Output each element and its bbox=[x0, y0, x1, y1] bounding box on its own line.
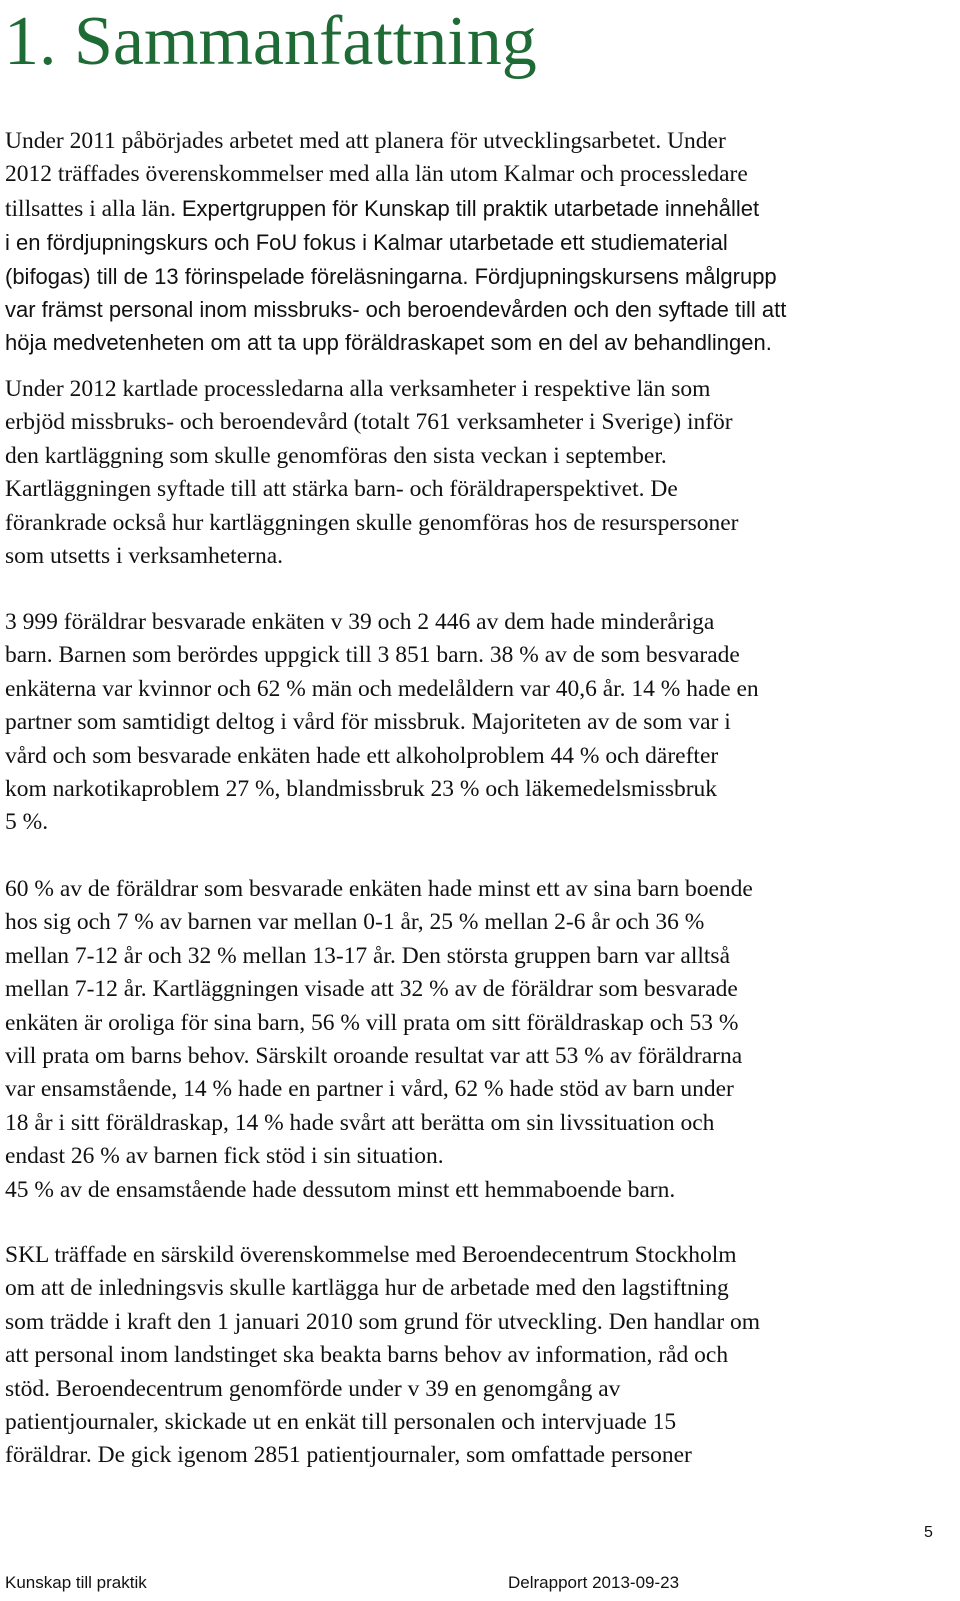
text-line: partner som samtidigt deltog i vård för missbruk. Majoriteten av de som var i bbox=[5, 709, 731, 736]
text-line: mellan 7-12 år. Kartläggningen visade att 32 % av de föräldrar som besvarade bbox=[5, 976, 738, 1003]
text-line: enkäterna var kvinnor och 62 % män och medelåldern var 40,6 år. 14 % hade en bbox=[5, 675, 759, 702]
footer-title: Kunskap till praktik bbox=[5, 1573, 147, 1592]
text-line: som utsetts i verksamheterna. bbox=[5, 543, 284, 570]
footer-report-date: Delrapport 2013-09-23 bbox=[508, 1573, 680, 1592]
text-line: vård och som besvarade enkäten hade ett alkoholproblem 44 % och därefter bbox=[5, 742, 719, 769]
text-segment: tillsattes i alla län. bbox=[5, 195, 182, 222]
text-line: SKL träffade en särskild överenskommelse med Beroendecentrum Stockholm bbox=[5, 1242, 737, 1268]
page-number: 5 bbox=[924, 1524, 933, 1541]
text-line: den kartläggning som skulle genomföras den sista veckan i september. bbox=[5, 442, 667, 469]
text-line: endast 26 % av barnen fick stöd i sin situation. bbox=[5, 1143, 444, 1170]
page-title: 1. Sammanfattning bbox=[4, 3, 537, 80]
text-line: som trädde i kraft den 1 januari 2010 som grund för utveckling. Den handlar om bbox=[5, 1308, 761, 1335]
text-line: 2012 träffades överenskommelser med alla län utom Kalmar och processledare bbox=[5, 161, 748, 188]
text-line: 3 999 föräldrar besvarade enkäten v 39 och 2 446 av dem hade minderåriga bbox=[5, 609, 715, 635]
text-line: 18 år i sitt föräldraskap, 14 % hade svårt att berätta om sin livssituation och bbox=[5, 1109, 715, 1136]
text-line: (bifogas) till de 13 förinspelade föreläsningarna. Fördjupningskursens målgrupp bbox=[5, 263, 777, 289]
text-line: förankrade också hur kartläggningen skulle genomföras hos de resurspersoner bbox=[5, 509, 739, 536]
text-line: föräldrar. De gick igenom 2851 patientjournaler, som omfattade personer bbox=[5, 1442, 692, 1469]
text-line: hos sig och 7 % av barnen var mellan 0-1 år, 25 % mellan 2-6 år och 36 % bbox=[5, 909, 705, 936]
text-line: 5 %. bbox=[5, 809, 49, 836]
text-line: Under 2012 kartlade processledarna alla verksamheter i respektive län som bbox=[5, 376, 711, 402]
text-line: 45 % av de ensamstående hade dessutom minst ett hemmaboende barn. bbox=[5, 1176, 676, 1203]
text-line: stöd. Beroendecentrum genomförde under v 39 en genomgång av bbox=[5, 1375, 621, 1402]
text-line: om att de inledningsvis skulle kartlägga hur de arbetade med den lagstiftning bbox=[5, 1275, 729, 1302]
paragraph-mapping bbox=[5, 373, 945, 573]
text-line bbox=[5, 192, 945, 226]
text-line: kom narkotikaproblem 27 %, blandmissbruk 23 % och läkemedelsmissbruk bbox=[5, 776, 718, 803]
text-line: Under 2011 påbörjades arbetet med att planera för utvecklingsarbetet. Under bbox=[5, 128, 726, 154]
paragraph-survey-results bbox=[5, 606, 945, 840]
paragraph-skl-agreement bbox=[5, 1239, 945, 1473]
text-line: 60 % av de föräldrar som besvarade enkäten hade minst ett av sina barn boende bbox=[5, 876, 753, 902]
text-line: barn. Barnen som berördes uppgick till 3 851 barn. 38 % av de som besvarade bbox=[5, 642, 740, 669]
paragraph-children-results bbox=[5, 873, 945, 1207]
paragraph-summary-intro bbox=[5, 125, 945, 360]
text-line: i en fördjupningskurs och FoU fokus i Kalmar utarbetade ett studiematerial bbox=[5, 230, 728, 256]
text-line: Kartläggningen syftade till att stärka barn- och föräldraperspektivet. De bbox=[5, 476, 678, 503]
text-segment: Expertgruppen för Kunskap till praktik utarbetade innehållet bbox=[181, 195, 760, 221]
text-line: var ensamstående, 14 % hade en partner i vård, 62 % hade stöd av barn under bbox=[5, 1076, 734, 1103]
text-line: enkäten är oroliga för sina barn, 56 % vill prata om sitt föräldraskap och 53 % bbox=[5, 1009, 739, 1036]
text-line: patientjournaler, skickade ut en enkät till personalen och intervjuade 15 bbox=[5, 1409, 677, 1436]
text-line: att personal inom landstinget ska beakta barns behov av information, råd och bbox=[5, 1342, 729, 1369]
text-line: mellan 7-12 år och 32 % mellan 13-17 år. Den största gruppen barn var alltså bbox=[5, 942, 731, 969]
text-line: var främst personal inom missbruks- och beroendevården och den syftade till att bbox=[5, 297, 787, 323]
text-line: erbjöd missbruks- och beroendevård (totalt 761 verksamheter i Sverige) inför bbox=[5, 409, 733, 436]
text-line: vill prata om barns behov. Särskilt oroande resultat var att 53 % av föräldrarna bbox=[5, 1043, 743, 1070]
text-line: höja medvetenheten om att ta upp föräldraskapet som en del av behandlingen. bbox=[5, 330, 772, 356]
